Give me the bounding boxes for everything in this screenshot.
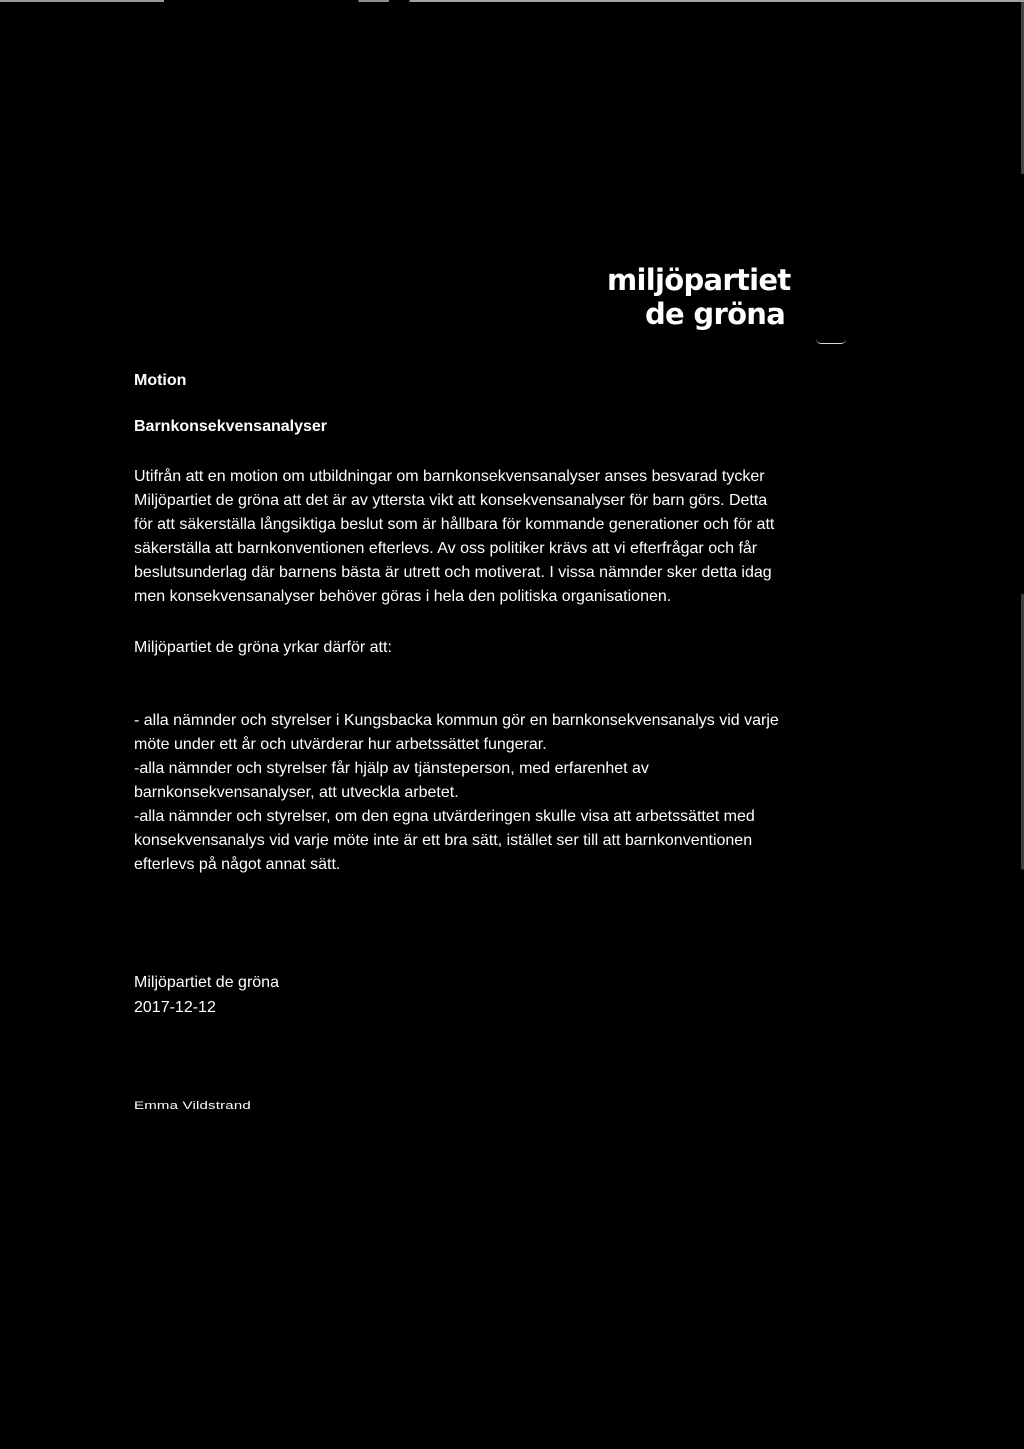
document-type: Motion — [134, 372, 187, 389]
scan-top-edge — [0, 0, 1024, 2]
intro-line: säkerställa att barnkonventionen efterlevs. Av oss politiker krävs att vi efterfrågar och får — [134, 540, 758, 557]
proposal-line: -alla nämnder och styrelser får hjälp av tjänsteperson, med erfarenhet av — [134, 760, 649, 777]
logo-text-line-2: de gröna — [645, 297, 786, 331]
intro-line: Utifrån att en motion om utbildningar om barnkonsekvensanalyser anses besvarad tycker — [134, 468, 765, 485]
proposal-line: efterlevs på något annat sätt. — [134, 856, 341, 873]
proposal-line: -alla nämnder och styrelser, om den egna utvärderingen skulle visa att arbetssättet med — [134, 808, 755, 825]
party-logo — [606, 263, 791, 338]
intro-line: men konsekvensanalyser behöver göras i hela den politiska organisationen. — [134, 588, 672, 605]
intro-line: för att säkerställa långsiktiga beslut som är hållbara för kommande generationer och för att — [134, 516, 775, 533]
intro-line: Miljöpartiet de gröna att det är av yttersta vikt att konsekvensanalyser för barn görs. Detta — [134, 492, 768, 509]
sender-name: Miljöpartiet de gröna — [134, 974, 279, 991]
document-date: 2017-12-12 — [134, 999, 216, 1016]
proposal-line: konsekvensanalys vid varje möte inte är ett bra sätt, istället ser till att barnkonventionen — [134, 832, 753, 849]
proposal-line: - alla nämnder och styrelser i Kungsbacka kommun gör en barnkonsekvensanalys vid varje — [134, 712, 779, 729]
intro-line: beslutsunderlag där barnens bästa är utrett och motiverat. I vissa nämnder sker detta idag — [134, 564, 772, 581]
proposal-line: möte under ett år och utvärderar hur arbetssättet fungerar. — [134, 736, 547, 753]
motion-intro-paragraph — [134, 465, 874, 609]
proposal-label: Miljöpartiet de gröna yrkar därför att: — [134, 639, 392, 656]
proposal-line: barnkonsekvensanalyser, att utveckla arbetet. — [134, 784, 459, 801]
proposal-list — [134, 709, 874, 877]
signature-name: Emma Vildstrand — [134, 1099, 251, 1113]
logo-decoration-mark — [816, 339, 846, 344]
motion-title: Barnkonsekvensanalyser — [134, 418, 327, 435]
logo-text-line-1: miljöpartiet — [607, 263, 791, 297]
